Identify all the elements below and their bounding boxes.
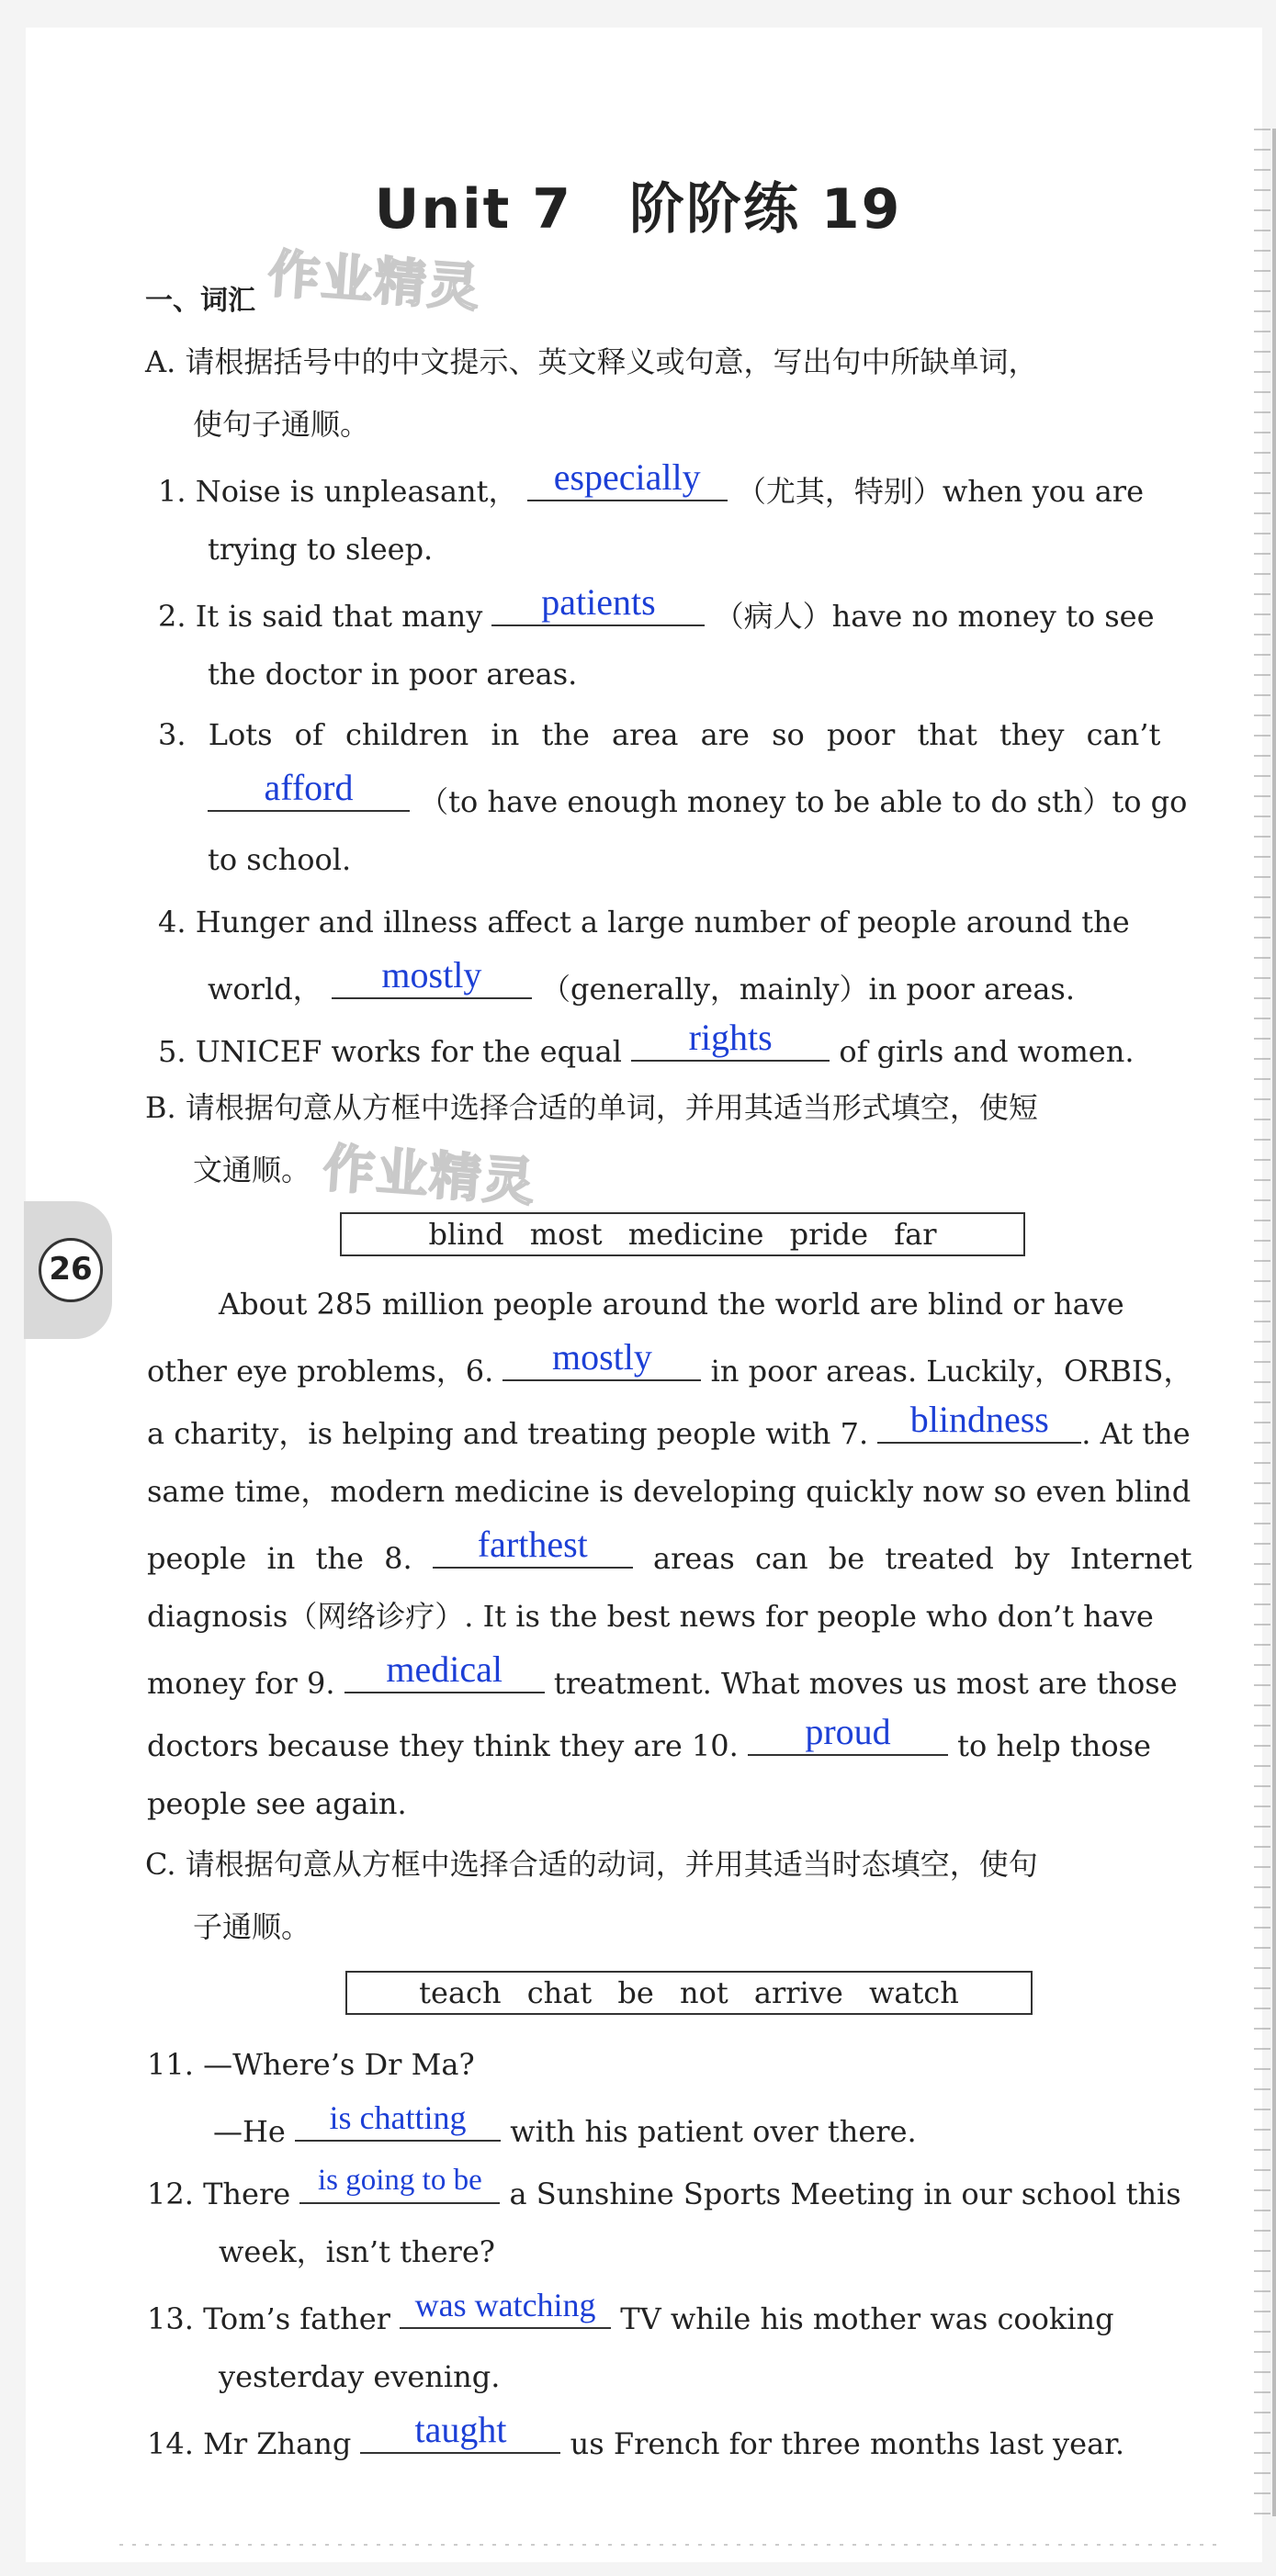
answer-blank [400, 2287, 611, 2329]
part-a-instruction-cont: 使句子通顺。 [193, 407, 370, 442]
handwritten-answer: mostly [552, 1336, 652, 1378]
handwritten-answer: is going to be [317, 2164, 482, 2197]
handwritten-answer: medical [386, 1648, 502, 1690]
part-b-instruction: B. 请根据句意从方框中选择合适的单词，并用其适当形式填空，使短 [145, 1090, 1038, 1125]
passage-line: people see again. [147, 1786, 407, 1821]
question-4-blank-line: world， mostly （generally，mainly）in poor areas. [208, 954, 1075, 1007]
part-c-instruction-cont: 子通顺。 [193, 1909, 311, 1944]
part-c-instruction: C. 请根据句意从方框中选择合适的动词，并用其适当时态填空，使句 [145, 1847, 1038, 1882]
question-5: 5. UNICEF works for the equal rights of girls and women. [158, 1017, 1135, 1069]
question-12-cont: week，isn’t there? [219, 2234, 495, 2269]
question-2: 2. It is said that many patients （病人）have no money to see [158, 581, 1155, 634]
passage-line: doctors because they think they are 10. proud to help those [147, 1711, 1151, 1763]
question-11-answer-line: —He is chatting with his patient over there. [213, 2099, 917, 2149]
passage-line: a charity，is helping and treating people with 7. blindness . At the [147, 1399, 1191, 1451]
handwritten-answer: is chatting [329, 2099, 467, 2136]
question-3: 3. Lots of children in the area are so poor that they can’t [158, 717, 1161, 752]
answer-blank [332, 954, 532, 999]
handwritten-answer: afford [264, 767, 354, 808]
watermark: 作业精灵 [321, 1138, 538, 1214]
verb-box: teach chat be not arrive watch [345, 1971, 1033, 2015]
question-14: 14. Mr Zhang taught us French for three months last year. [147, 2409, 1125, 2461]
word-box: blind most medicine pride far [340, 1212, 1025, 1256]
section-heading: 一、词汇 [145, 285, 255, 317]
handwritten-answer: taught [414, 2409, 507, 2450]
page-edge-bar [1272, 129, 1276, 2516]
answer-blank [502, 1336, 701, 1381]
watermark: 作业精灵 [265, 243, 483, 320]
handwritten-answer: was watching [414, 2287, 596, 2323]
handwritten-answer: rights [688, 1017, 773, 1058]
answer-blank [877, 1399, 1081, 1444]
question-1: 1. Noise is unpleasant， especially （尤其，特别）when you are [158, 456, 1145, 509]
question-3-blank-line: afford （to have enough money to be able to do sth）to go [208, 779, 1187, 820]
handwritten-answer: patients [541, 581, 656, 623]
passage-line: About 285 million people around the world are blind or have [219, 1287, 1124, 1322]
question-4: 4. Hunger and illness affect a large number of people around the [158, 905, 1130, 939]
handwritten-answer: blindness [909, 1399, 1049, 1440]
question-3-cont: to school. [208, 842, 352, 877]
answer-blank [748, 1711, 948, 1756]
question-1-cont: trying to sleep. [208, 532, 434, 567]
answer-blank [491, 581, 705, 626]
page-edge-ruler [1254, 129, 1270, 2516]
page-title: Unit 7 阶阶练 19 [374, 177, 902, 242]
answer-blank [527, 456, 728, 501]
bottom-dotted-rule [119, 2544, 1222, 2546]
question-2-cont: the doctor in poor areas. [208, 657, 578, 692]
question-12: 12. There is going to be a Sunshine Sports Meeting in our school this [147, 2164, 1181, 2211]
answer-blank [344, 1648, 545, 1693]
passage-line: money for 9. medical treatment. What moves us most are those [147, 1648, 1178, 1701]
question-13-cont: yesterday evening. [219, 2359, 501, 2394]
answer-blank [295, 2099, 501, 2142]
answer-blank [360, 2409, 560, 2454]
question-13: 13. Tom’s father was watching TV while his mother was cooking [147, 2287, 1114, 2336]
part-b-instruction-cont: 文通顺。 [193, 1153, 311, 1187]
passage-line: people in the 8. farthest areas can be treated by Internet [147, 1524, 1192, 1576]
page-number: 26 [39, 1238, 103, 1302]
handwritten-answer: especially [553, 456, 701, 498]
handwritten-answer: farthest [477, 1524, 588, 1565]
passage-line: same time，modern medicine is developing quickly now so even blind [147, 1474, 1191, 1509]
answer-blank [433, 1524, 633, 1569]
question-11: 11. —Where’s Dr Ma? [147, 2047, 475, 2082]
passage-line: other eye problems，6. mostly in poor areas. Luckily，ORBIS， [147, 1336, 1193, 1389]
answer-blank [631, 1017, 830, 1062]
answer-blank [208, 767, 410, 812]
answer-blank [299, 2164, 500, 2204]
handwritten-answer: mostly [381, 954, 482, 996]
handwritten-answer: proud [805, 1711, 891, 1752]
passage-line: diagnosis（网络诊疗）. It is the best news for people who don’t have [147, 1599, 1154, 1634]
part-a-instruction: A. 请根据括号中的中文提示、英文释义或句意，写出句中所缺单词， [145, 344, 1038, 379]
